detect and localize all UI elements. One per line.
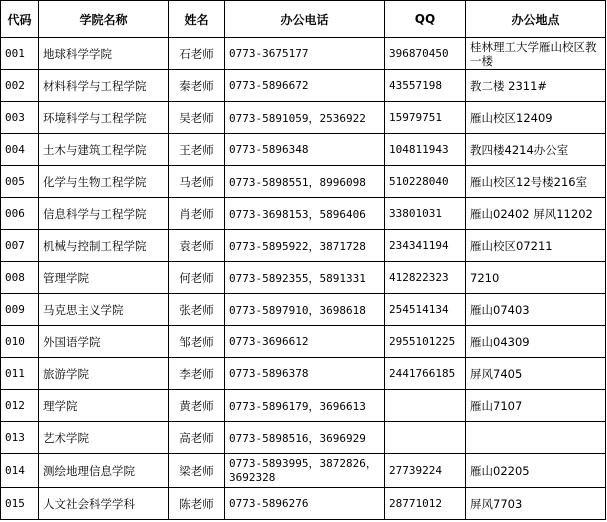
- cell-location: 屏风7703: [466, 488, 606, 520]
- cell-location: 雁山02402 屏风11202: [466, 198, 606, 230]
- cell-qq: [385, 422, 466, 454]
- cell-college: 土木与建筑工程学院: [39, 134, 169, 166]
- cell-phone: 0773-3698153，5896406: [225, 198, 385, 230]
- table-row: [1, 102, 606, 134]
- cell-college: 旅游学院: [39, 358, 169, 390]
- cell-qq: 254514134: [385, 294, 466, 326]
- cell-phone: 0773-5898551，8996098: [225, 166, 385, 198]
- cell-name: 肖老师: [169, 198, 225, 230]
- cell-phone: 0773-5893995，3872826，3692328: [225, 454, 385, 488]
- cell-location: 雁山04309: [466, 326, 606, 358]
- cell-qq: 43557198: [385, 70, 466, 102]
- table-row: [1, 262, 606, 294]
- cell-name: 梁老师: [169, 454, 225, 488]
- cell-phone: 0773-5896179，3696613: [225, 390, 385, 422]
- cell-phone: 0773-5896276: [225, 488, 385, 520]
- cell-location: 雁山校区07211: [466, 230, 606, 262]
- cell-code: 012: [1, 390, 39, 422]
- cell-name: 袁老师: [169, 230, 225, 262]
- cell-qq: 412822323: [385, 262, 466, 294]
- cell-college: 艺术学院: [39, 422, 169, 454]
- cell-college: 机械与控制工程学院: [39, 230, 169, 262]
- cell-phone: 0773-5897910，3698618: [225, 294, 385, 326]
- cell-qq: [385, 390, 466, 422]
- header-phone: 办公电话: [225, 1, 385, 38]
- cell-name: 吴老师: [169, 102, 225, 134]
- cell-college: 材料科学与工程学院: [39, 70, 169, 102]
- table-row: [1, 166, 606, 198]
- cell-code: 003: [1, 102, 39, 134]
- cell-name: 石老师: [169, 38, 225, 70]
- header-qq: QQ: [385, 1, 466, 38]
- cell-qq: 15979751: [385, 102, 466, 134]
- cell-name: 陈老师: [169, 488, 225, 520]
- cell-phone: 0773-3675177: [225, 38, 385, 70]
- header-row: [1, 1, 606, 38]
- cell-college: 理学院: [39, 390, 169, 422]
- cell-college: 人文社会科学学科: [39, 488, 169, 520]
- cell-code: 013: [1, 422, 39, 454]
- cell-qq: 33801031: [385, 198, 466, 230]
- cell-code: 004: [1, 134, 39, 166]
- header-college: 学院名称: [39, 1, 169, 38]
- header-code: 代码: [1, 1, 39, 38]
- cell-college: 化学与生物工程学院: [39, 166, 169, 198]
- cell-phone: 0773-5891059，2536922: [225, 102, 385, 134]
- cell-qq: 510228040: [385, 166, 466, 198]
- table-row: [1, 38, 606, 70]
- cell-phone: 0773-5898516，3696929: [225, 422, 385, 454]
- table-row: [1, 422, 606, 454]
- cell-college: 外国语学院: [39, 326, 169, 358]
- cell-college: 信息科学与工程学院: [39, 198, 169, 230]
- cell-location: 雁山校区12号楼216室: [466, 166, 606, 198]
- cell-name: 王老师: [169, 134, 225, 166]
- cell-college: 测绘地理信息学院: [39, 454, 169, 488]
- header-location: 办公地点: [466, 1, 606, 38]
- table-row: [1, 230, 606, 262]
- cell-code: 011: [1, 358, 39, 390]
- cell-location: 教四楼4214办公室: [466, 134, 606, 166]
- cell-name: 秦老师: [169, 70, 225, 102]
- cell-phone: 0773-5896378: [225, 358, 385, 390]
- cell-location: 桂林理工大学雁山校区教一楼: [466, 38, 606, 70]
- cell-location: 雁山7107: [466, 390, 606, 422]
- cell-code: 009: [1, 294, 39, 326]
- table-row: [1, 294, 606, 326]
- cell-code: 015: [1, 488, 39, 520]
- cell-name: 高老师: [169, 422, 225, 454]
- cell-phone: 0773-5896672: [225, 70, 385, 102]
- table-row: [1, 454, 606, 488]
- cell-qq: 104811943: [385, 134, 466, 166]
- cell-college: 地球科学学院: [39, 38, 169, 70]
- cell-name: 邹老师: [169, 326, 225, 358]
- cell-code: 006: [1, 198, 39, 230]
- cell-qq: 2441766185: [385, 358, 466, 390]
- cell-qq: 2955101225: [385, 326, 466, 358]
- cell-college: 环境科学与工程学院: [39, 102, 169, 134]
- cell-name: 张老师: [169, 294, 225, 326]
- cell-qq: 27739224: [385, 454, 466, 488]
- table-row: [1, 390, 606, 422]
- cell-location: 7210: [466, 262, 606, 294]
- table-row: [1, 134, 606, 166]
- cell-code: 002: [1, 70, 39, 102]
- table-row: [1, 326, 606, 358]
- cell-qq: 396870450: [385, 38, 466, 70]
- cell-code: 010: [1, 326, 39, 358]
- cell-qq: 234341194: [385, 230, 466, 262]
- cell-code: 008: [1, 262, 39, 294]
- cell-code: 014: [1, 454, 39, 488]
- cell-location: 教二楼 2311#: [466, 70, 606, 102]
- cell-location: 屏风7405: [466, 358, 606, 390]
- cell-name: 黄老师: [169, 390, 225, 422]
- cell-phone: 0773-3696612: [225, 326, 385, 358]
- cell-qq: 28771012: [385, 488, 466, 520]
- table-row: [1, 198, 606, 230]
- cell-name: 马老师: [169, 166, 225, 198]
- cell-code: 005: [1, 166, 39, 198]
- cell-location: 雁山校区12409: [466, 102, 606, 134]
- cell-location: 雁山02205: [466, 454, 606, 488]
- cell-college: 管理学院: [39, 262, 169, 294]
- header-name: 姓名: [169, 1, 225, 38]
- cell-code: 001: [1, 38, 39, 70]
- table-row: [1, 70, 606, 102]
- table-row: [1, 488, 606, 520]
- cell-phone: 0773-5895922，3871728: [225, 230, 385, 262]
- cell-name: 李老师: [169, 358, 225, 390]
- cell-code: 007: [1, 230, 39, 262]
- cell-college: 马克思主义学院: [39, 294, 169, 326]
- cell-location: 雁山07403: [466, 294, 606, 326]
- cell-name: 何老师: [169, 262, 225, 294]
- cell-phone: 0773-5892355，5891331: [225, 262, 385, 294]
- cell-location: [466, 422, 606, 454]
- table-row: [1, 358, 606, 390]
- cell-phone: 0773-5896348: [225, 134, 385, 166]
